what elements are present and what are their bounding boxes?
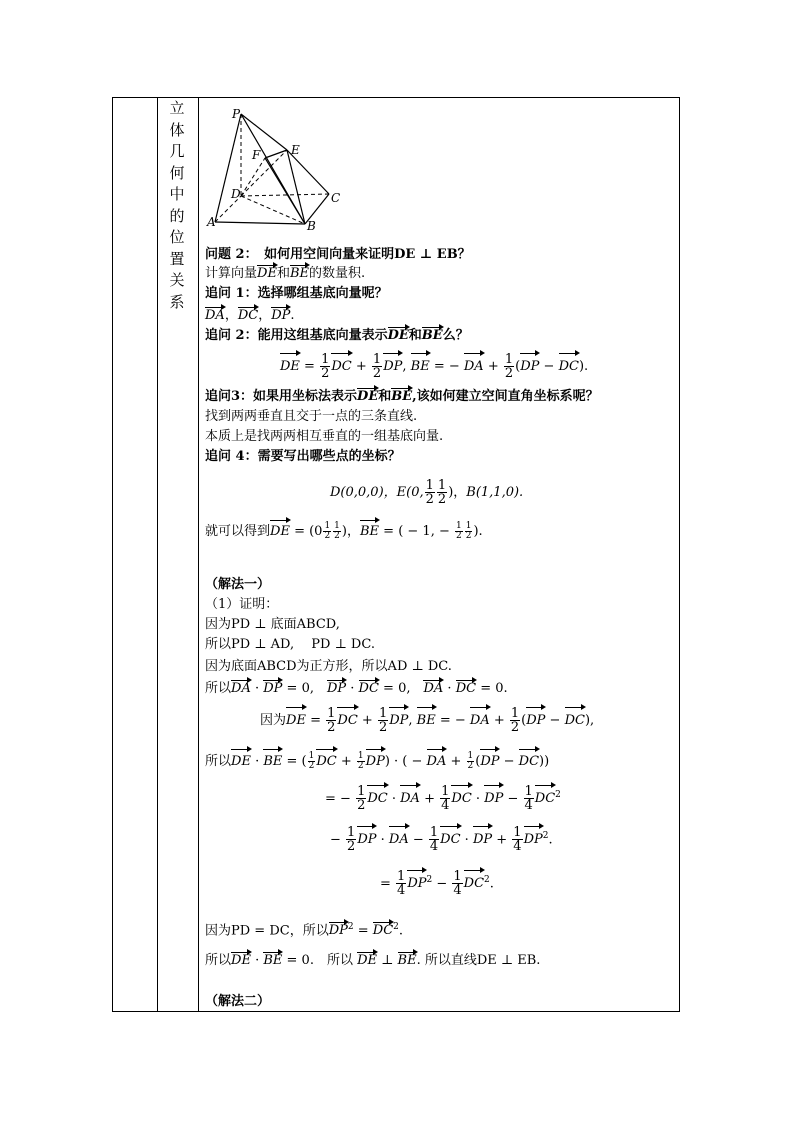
solution-1-step-1: （1）证明： [205, 597, 279, 612]
label-F: F [252, 148, 261, 162]
proof-line-3: 因为底面ABCD为正方形，所以AD ⊥ DC. [205, 659, 452, 674]
proof-line-10: 因为PD = DC，所以$DP^2 = DC^2$. [205, 922, 404, 939]
title-char: 几 [169, 142, 185, 160]
table-column-divider [157, 98, 158, 1011]
label-B: B [307, 219, 316, 233]
title-char: 立 [169, 99, 185, 117]
follow-up-2: 追问 2：能用这组基底向量表示DE和BE么？ [205, 328, 469, 343]
proof-line-2: 所以PD ⊥ AD, PD ⊥ DC. [205, 637, 375, 652]
point-coordinates: D(0,0,0)，E(0, $\frac{1}{2}$ $\frac{1}{2}$ )，B(1,1,0). [330, 478, 524, 507]
proof-line-1: 因为PD ⊥ 底面ABCD, [205, 617, 340, 632]
table-column-divider [198, 98, 199, 1011]
follow-up-1: 追问 1：选择哪组基底向量呢？ [205, 286, 388, 301]
vector-coordinates: 就可以得到DE = (0 $\frac{1}{2}$ $\frac{1}{2}$ )，BE = ( − 1, − $\frac{1}{2}$ $\frac{1}{2}$ ). [205, 521, 483, 541]
title-char: 的 [169, 206, 185, 225]
question-2: 问题 2： 如何用空间向量来证明DE ⊥ EB？ [205, 247, 471, 262]
label-P: P [232, 107, 241, 121]
label-A: A [207, 215, 216, 229]
title-char: 位 [169, 228, 185, 246]
proof-line-5: 因为DE = $\frac{1}{2}$ DC + $\frac{1}{2}$ DP, BE = − DA + $\frac{1}{2}$ (DP − DC), [260, 706, 595, 735]
label-D: D [231, 187, 241, 201]
proof-line-9: = $\frac{1}{4}$ $DP^2$ − $\frac{1}{4}$ $DC^2$. [380, 869, 494, 899]
solution-2-title: （解法二） [205, 994, 271, 1009]
title-char: 置 [169, 249, 185, 268]
label-E: E [291, 143, 300, 157]
proof-line-4: 所以DA · DP = 0, DP · DC = 0, DA · DC = 0. [205, 681, 508, 696]
proof-line-6: 所以DE · BE = ( $\frac{1}{2}$ DC + $\frac{1}{2}$ DP) · ( − DA + $\frac{1}{2}$ (DP − DC)) [205, 750, 549, 774]
proof-line-8: − $\frac{1}{2}$ DP · DA − $\frac{1}{4}$ DC · DP + $\frac{1}{4}$ $DP^2$. [330, 825, 553, 855]
label-C: C [331, 191, 341, 205]
title-char: 系 [169, 292, 185, 311]
question-2-answer: 计算向量DE和BE的数量积. [205, 266, 366, 281]
pyramid-figure [205, 104, 345, 234]
follow-up-3-answer-1: 找到两两垂直且交于一点的三条直线. [205, 409, 418, 424]
title-char: 中 [169, 185, 185, 203]
follow-up-4: 追问 4：需要写出哪些点的坐标？ [205, 449, 401, 464]
follow-up-3: 追问3：如果用坐标法表示DE和BE,该如何建立空间直角坐标系呢？ [205, 389, 599, 404]
title-char: 何 [169, 163, 185, 182]
equation-basis-representation: DE = $\frac{1}{2}$ DC + $\frac{1}{2}$ DP, BE = − DA + $\frac{1}{2}$ (DP − DC). [280, 352, 589, 381]
proof-line-11: 所以DE · BE = 0. 所以 DE ⊥ BE. 所以直线DE ⊥ EB. [205, 953, 541, 968]
solution-1-title: （解法一） [205, 577, 271, 592]
title-char: 体 [169, 120, 185, 139]
title-char: 关 [169, 271, 185, 289]
follow-up-1-answer: DA，DC，DP. [205, 308, 295, 323]
section-title-vertical [162, 98, 192, 313]
proof-line-7: = − $\frac{1}{2}$ DC · DA + $\frac{1}{4}$ DC · DP − $\frac{1}{4}$ $DC^2$ [325, 784, 561, 814]
follow-up-3-answer-2: 本质上是找两两相互垂直的一组基底向量. [205, 429, 444, 444]
